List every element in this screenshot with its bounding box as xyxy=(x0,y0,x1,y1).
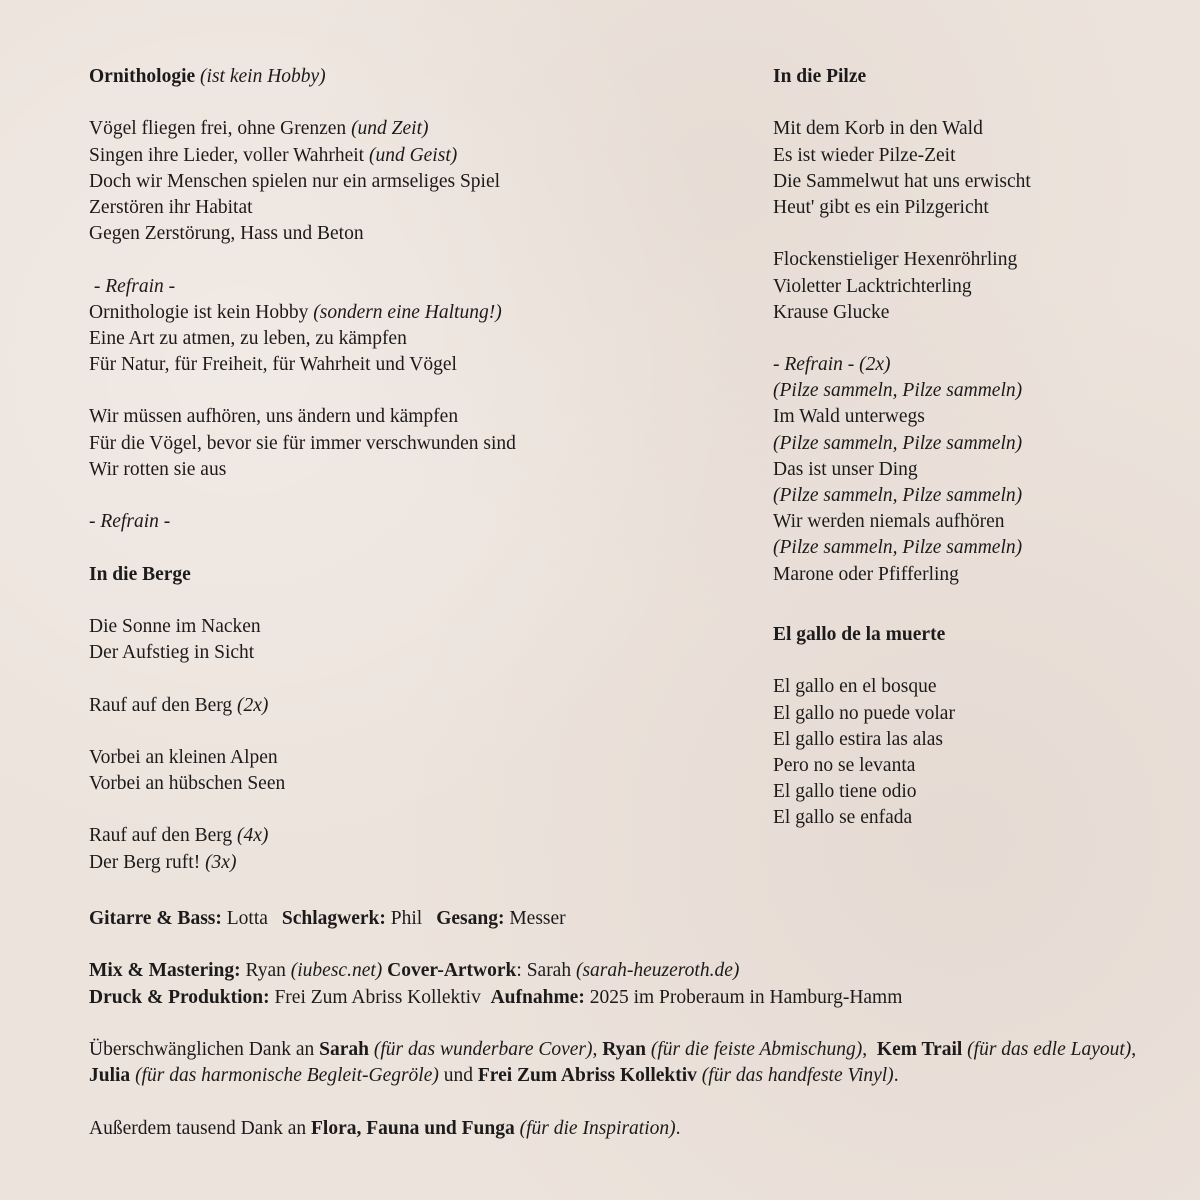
lyric-line: Vorbei an hübschen Seen xyxy=(89,773,286,795)
lyric-line: (Pilze sammeln, Pilze sammeln) xyxy=(773,432,1023,454)
credit-role: Druck & Produktion: xyxy=(89,986,270,1008)
lyric-text: Gegen Zerstörung, Hass und Beton xyxy=(89,223,364,245)
thanks-text: . xyxy=(675,1117,681,1139)
thanks-paragraph-2 xyxy=(89,1116,1149,1142)
credit-role: Schlagwerk: xyxy=(281,908,386,929)
credit-name: Sarah xyxy=(521,960,576,982)
thanks-name: Flora, Fauna und Funga xyxy=(311,1117,515,1139)
lyric-line xyxy=(89,169,689,195)
lyric-text: Doch wir Menschen spielen nur ein armseliges Spiel xyxy=(89,170,501,192)
lyric-text: Der Berg ruft! xyxy=(89,851,206,873)
lyric-line: Violetter Lacktrichterling xyxy=(773,275,972,297)
credit-name: Messer xyxy=(504,908,566,929)
song-title-pilze: In die Pilze xyxy=(773,66,867,87)
lyric-line: El gallo estira las alas xyxy=(773,728,944,750)
lyric-line xyxy=(89,195,689,221)
thanks-note: (für das wunderbare Cover) xyxy=(368,1038,593,1060)
thanks-name: Sarah xyxy=(319,1038,369,1060)
credit-name: Phil xyxy=(385,908,423,929)
song-title-gallo: El gallo de la muerte xyxy=(773,623,946,645)
song-title-text: Ornithologie xyxy=(89,66,196,87)
lyric-note: (4x) xyxy=(237,825,269,847)
lyric-line: El gallo tiene odio xyxy=(773,781,917,803)
thanks-name: Julia xyxy=(89,1065,131,1087)
credit-role: Gitarre & Bass: xyxy=(89,908,222,929)
refrain-label: - Refrain - (2x) xyxy=(773,354,891,376)
left-column xyxy=(89,64,689,876)
credit-role: Mix & Mastering: xyxy=(89,960,241,982)
lyric-line xyxy=(89,221,689,247)
lyric-line xyxy=(89,850,689,876)
credit-name: Lotta xyxy=(221,908,268,929)
lyric-line: Die Sonne im Nacken xyxy=(89,615,261,637)
lyric-line: Der Aufstieg in Sicht xyxy=(89,642,255,664)
thanks-note: (für die Inspiration) xyxy=(514,1117,676,1139)
thanks-text: . xyxy=(893,1065,899,1087)
lyric-text: Ornithologie ist kein Hobby xyxy=(89,301,314,323)
lyric-line: Im Wald unterwegs xyxy=(773,406,925,428)
credits xyxy=(89,906,1149,1142)
lyric-note: (2x) xyxy=(237,694,269,716)
thanks-name: Kem Trail xyxy=(876,1038,963,1060)
lyric-text: Singen ihre Lieder, voller Wahrheit xyxy=(89,144,369,166)
credit-name: 2025 im Proberaum in Hamburg-Hamm xyxy=(584,986,903,1008)
credit-name: Ryan xyxy=(240,960,291,982)
lyric-note: (3x) xyxy=(205,851,237,873)
lyric-line: El gallo no puede volar xyxy=(773,702,955,724)
lyric-line: (Pilze sammeln, Pilze sammeln) xyxy=(773,380,1023,402)
lyric-line: Mit dem Korb in den Wald xyxy=(773,118,983,140)
lyric-line: Es ist wieder Pilze-Zeit xyxy=(773,144,956,166)
lyric-line: Vorbei an kleinen Alpen xyxy=(89,746,278,768)
lyric-line xyxy=(89,693,689,719)
lyric-line: Wir rotten sie aus xyxy=(89,458,227,480)
credit-role: Gesang: xyxy=(436,908,505,929)
lyric-line xyxy=(89,326,689,352)
thanks-name: Frei Zum Abriss Kollektiv xyxy=(477,1065,697,1087)
lyric-line: El gallo en el bosque xyxy=(773,676,937,698)
song-title-ornithologie xyxy=(89,64,689,90)
refrain-label: - Refrain - xyxy=(89,275,176,297)
credit-website: (sarah-heuzeroth.de) xyxy=(575,960,740,982)
lyric-line xyxy=(89,143,689,169)
thanks-name: Ryan xyxy=(602,1038,646,1060)
lyric-line: Pero no se levanta xyxy=(773,754,916,776)
thanks-text: , xyxy=(1131,1038,1142,1060)
lyric-line: Wir werden niemals aufhören xyxy=(773,511,1005,533)
lyric-line: Marone oder Pfifferling xyxy=(773,563,959,585)
lyric-note: (und Geist) xyxy=(368,144,458,166)
lyric-line: Wir müssen aufhören, uns ändern und kämpfen xyxy=(89,406,459,428)
credit-role: Aufnahme: xyxy=(490,986,585,1008)
thanks-note: (für das handfeste Vinyl) xyxy=(696,1065,894,1087)
lyric-line: (Pilze sammeln, Pilze sammeln) xyxy=(773,485,1023,506)
thanks-note: (für das edle Layout) xyxy=(962,1038,1132,1060)
lyric-text: Vögel fliegen frei, ohne Grenzen xyxy=(89,118,352,140)
lyric-note: (sondern eine Haltung!) xyxy=(313,301,502,323)
production-credits xyxy=(89,985,1149,1011)
lyric-line: Das ist unser Ding xyxy=(773,458,918,480)
lyric-text: Rauf auf den Berg xyxy=(89,825,238,847)
lyric-line xyxy=(89,352,689,378)
lyric-text: Zerstören ihr Habitat xyxy=(89,196,253,218)
thanks-text: Außerdem tausend Dank an xyxy=(89,1117,312,1139)
thanks-text: und xyxy=(438,1065,478,1087)
thanks-note: (für die feiste Abmischung) xyxy=(646,1038,863,1060)
lyric-line xyxy=(89,116,689,142)
song-title-berge: In die Berge xyxy=(89,563,191,585)
credit-role: Cover-Artwork xyxy=(382,960,517,982)
lyric-line: Heut' gibt es ein Pilzgericht xyxy=(773,196,989,218)
production-credits xyxy=(89,958,1149,984)
song-title-note: (ist kein Hobby) xyxy=(200,66,326,87)
thanks-text: , xyxy=(592,1038,603,1060)
credit-name: Frei Zum Abriss Kollektiv xyxy=(269,986,491,1008)
lyric-line: Krause Glucke xyxy=(773,301,890,323)
thanks-text: , xyxy=(862,1038,877,1060)
credit-colon: : xyxy=(516,960,522,982)
credit-website: (iubesc.net) xyxy=(290,960,383,982)
lyric-text: Rauf auf den Berg xyxy=(89,694,238,716)
thanks-text: Überschwänglichen Dank an xyxy=(89,1038,320,1060)
lyric-text: Für Natur, für Freiheit, für Wahrheit und Vögel xyxy=(89,354,457,376)
lyric-note: (und Zeit) xyxy=(351,118,429,140)
band-credits xyxy=(89,906,1149,932)
right-column xyxy=(773,64,1173,831)
thanks-note: (für das harmonische Begleit-Gegröle) xyxy=(130,1065,439,1087)
lyric-text: Eine Art zu atmen, zu leben, zu kämpfen xyxy=(89,327,407,349)
lyric-line xyxy=(89,300,689,326)
lyric-line: El gallo se enfada xyxy=(773,807,913,829)
lyric-line: (Pilze sammeln, Pilze sammeln) xyxy=(773,537,1023,559)
lyric-line: Für die Vögel, bevor sie für immer verschwunden sind xyxy=(89,432,516,454)
lyric-line: Flockenstieliger Hexenröhrling xyxy=(773,249,1018,271)
lyric-line: Die Sammelwut hat uns erwischt xyxy=(773,170,1031,192)
refrain-label: - Refrain - xyxy=(89,511,171,533)
lyric-line xyxy=(89,823,689,849)
thanks-paragraph xyxy=(89,1037,1149,1089)
